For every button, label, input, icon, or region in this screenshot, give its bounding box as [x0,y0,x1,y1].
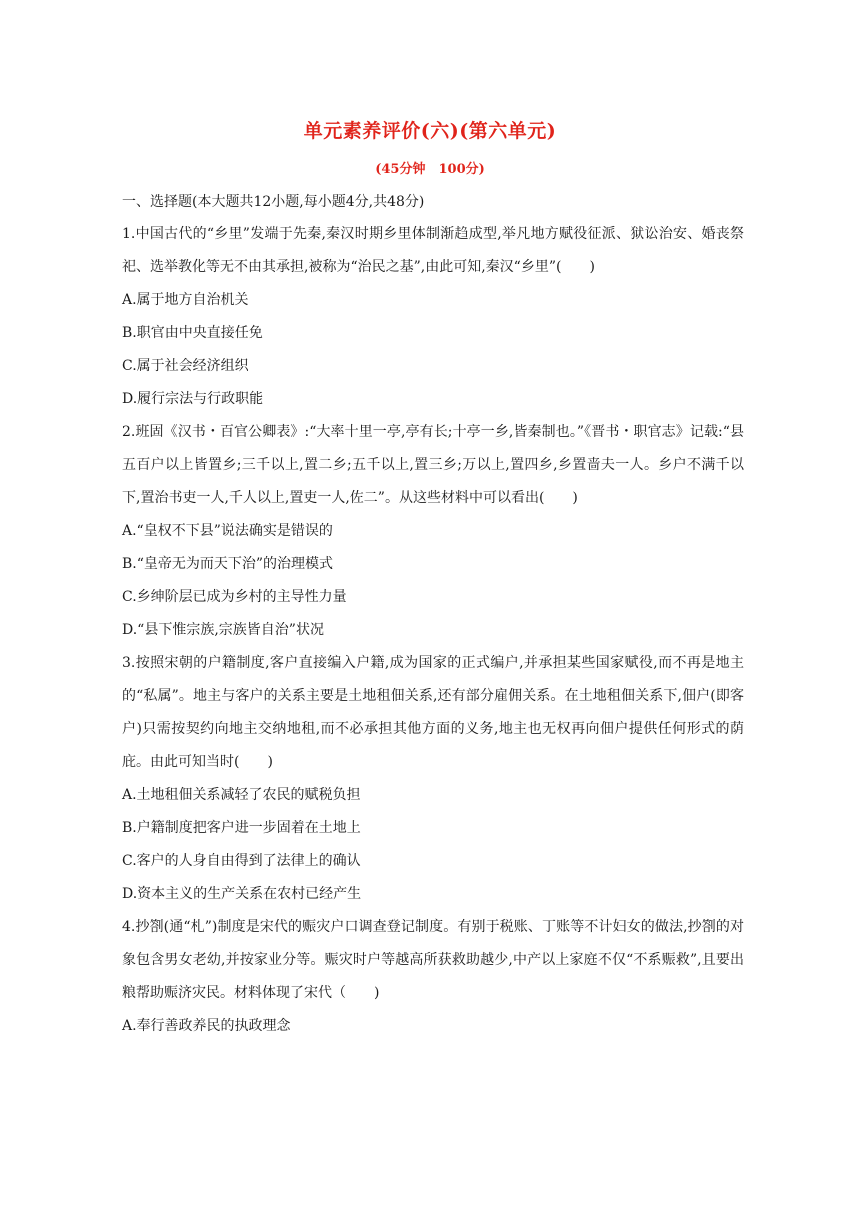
option-d: D.“县下惟宗族,宗族皆自治”状况 [122,622,324,638]
option-a: A.“皇权不下县”说法确实是错误的 [122,523,333,539]
option-c: C.乡绅阶层已成为乡村的主导性力量 [122,589,347,605]
option-c: C.客户的人身自由得到了法律上的确认 [122,853,361,869]
option-a: A.属于地方自治机关 [122,292,249,308]
question-stem: 1.中国古代的“乡里”发端于先秦,秦汉时期乡里体制渐趋成型,举凡地方赋役征派、狱讼治安、婚丧祭祀、选举教化等无不由其承担,被称为“治民之基”,由此可知,秦汉“乡里”( ) [122,226,744,275]
question-3 [122,647,744,911]
question-4 [122,911,744,1043]
question-stem: 4.抄劄(通“札”)制度是宋代的赈灾户口调查登记制度。有别于税账、丁账等不计妇女的做法,抄劄的对象包含男女老幼,并按家业分等。赈灾时户等越高所获救助越少,中产以上家庭不仅“不系赈救”,且要出粮帮助赈济灾民。材料体现了宋代（ ) [122,919,744,1001]
option-b: B.“皇帝无为而天下治”的治理模式 [122,556,334,572]
option-c: C.属于社会经济组织 [122,358,249,374]
option-d: D.资本主义的生产关系在农村已经产生 [122,886,362,902]
section-heading: 一、选择题(本大题共12小题,每小题4分,共48分) [122,194,425,210]
option-a: A.土地租佃关系减轻了农民的赋税负担 [122,787,361,803]
question-1 [122,218,744,416]
option-d: D.履行宗法与行政职能 [122,391,264,407]
document-body [122,186,744,1043]
question-stem: 3.按照宋朝的户籍制度,客户直接编入户籍,成为国家的正式编户,并承担某些国家赋役,而不再是地主的“私属”。地主与客户的关系主要是土地租佃关系,还有部分雇佣关系。在土地租佃关系下,佃户(即客户)只需按契约向地主交纳地租,而不必承担其他方面的义务,地主也无权再向佃户提供任何形式的荫庇。由此可知当时( ) [122,655,744,770]
question-stem: 2.班固《汉书・百官公卿表》:“大率十里一亭,亭有长;十亭一乡,皆秦制也。”《晋书・职官志》记载:“县五百户以上皆置乡;三千以上,置二乡;五千以上,置三乡;万以上,置四乡,乡置啬夫一人。乡户不满千以下,置治书吏一人,千人以上,置吏一人,佐二”。从这些材料中可以看出( ) [122,424,744,506]
question-2 [122,416,744,647]
option-b: B.户籍制度把客户进一步固着在土地上 [122,820,361,836]
option-b: B.职官由中央直接任免 [122,325,263,341]
document-title: 单元素养评价(六)(第六单元) [303,120,557,142]
option-a: A.奉行善政养民的执政理念 [122,1018,291,1034]
document-subtitle: (45分钟 100分) [375,162,485,177]
